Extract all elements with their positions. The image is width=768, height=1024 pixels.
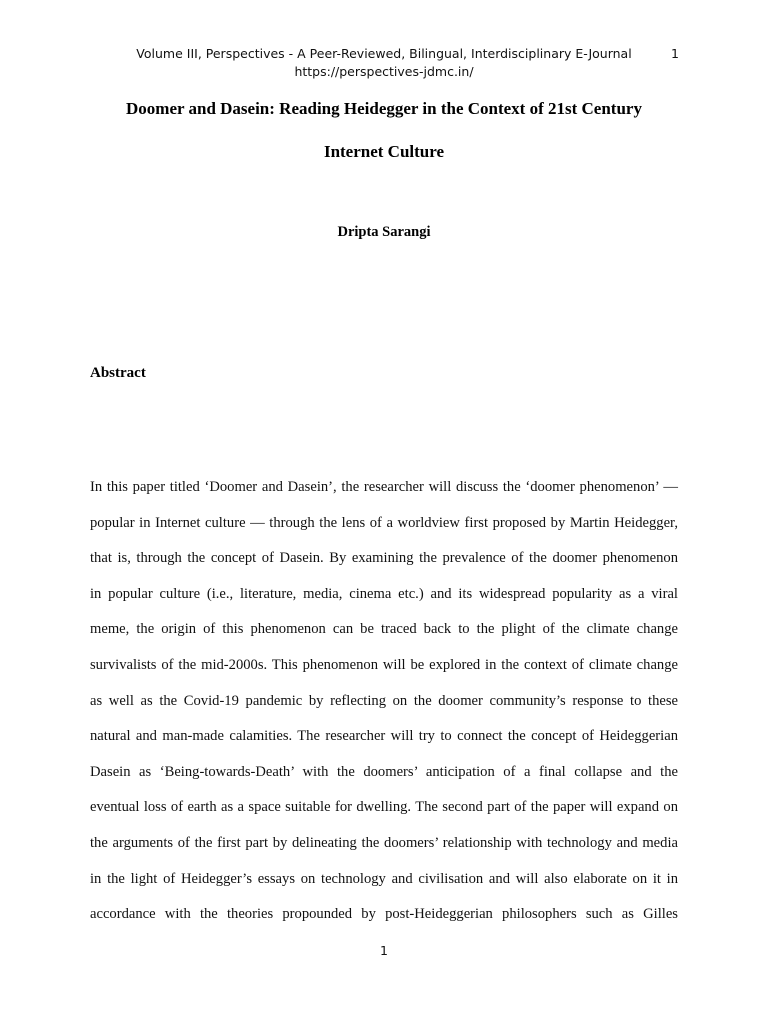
paper-title-line-1: Doomer and Dasein: Reading Heidegger in the Context of 21st Century	[126, 99, 642, 118]
abstract-line: accordance with the theories propounded by post-Heideggerian philosophers such as Gilles	[90, 906, 678, 923]
abstract-heading: Abstract	[90, 365, 146, 381]
abstract-line: the arguments of the first part by delineating the doomers’ relationship with technology and media	[90, 834, 678, 851]
abstract-line: Dasein as ‘Being-towards-Death’ with the doomers’ anticipation of a final collapse and the	[90, 763, 678, 780]
abstract-line: that is, through the concept of Dasein. By examining the prevalence of the doomer phenomenon	[90, 550, 678, 567]
journal-url: https://perspectives-jdmc.in/	[294, 64, 474, 79]
abstract-body	[90, 470, 678, 933]
paper-title-line-2: Internet Culture	[323, 142, 445, 161]
journal-header: Volume III, Perspectives - A Peer-Reviewed, Bilingual, Interdisciplinary E-Journal	[136, 46, 632, 61]
footer-page-number: 1	[380, 943, 388, 958]
abstract-line: survivalists of the mid-2000s. This phenomenon will be explored in the context of climate change	[90, 656, 678, 673]
abstract-line: natural and man-made calamities. The researcher will try to connect the concept of Heideggerian	[90, 728, 678, 745]
abstract-line: popular in Internet culture — through the lens of a worldview first proposed by Martin Heidegger,	[90, 514, 678, 531]
abstract-line: In this paper titled ‘Doomer and Dasein’, the researcher will discuss the ‘doomer phenomenon’ —	[90, 479, 678, 495]
header-page-number: 1	[671, 46, 679, 61]
abstract-line: meme, the origin of this phenomenon can be traced back to the plight of the climate change	[90, 621, 678, 638]
abstract-line: in popular culture (i.e., literature, media, cinema etc.) and its widespread popularity as a viral	[90, 585, 678, 602]
author-name: Dripta Sarangi	[337, 224, 431, 240]
abstract-line: as well as the Covid-19 pandemic by reflecting on the doomer community’s response to these	[90, 692, 678, 709]
abstract-line: in the light of Heidegger’s essays on technology and civilisation and will also elaborate on it in	[90, 870, 678, 887]
abstract-line: eventual loss of earth as a space suitable for dwelling. The second part of the paper will expand on	[90, 799, 678, 816]
